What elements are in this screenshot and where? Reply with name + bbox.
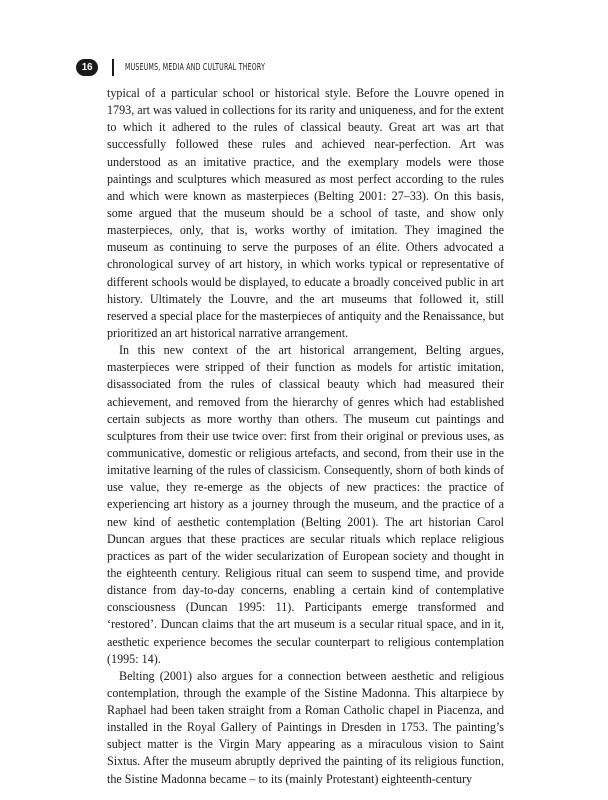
paragraph-2: In this new context of the art historical arrangement, Belting argues, masterpieces were stripped of their function as models for artistic imitation, disassociated from the rules of classical beauty which had measured their achievement, and removed from the hierarchy of genres which had established certain subjects as more worthy than others. The museum cut paintings and sculptures from their use twice over: first from their original or previous uses, as communicative, domestic or religious artefacts, and second, from their use in the imitative learning of the rules of classicism. Consequently, shorn of both kinds of use value, they re-emerge as the objects of new practices: the practice of experiencing art history as a journey through the museum, and the practice of a new kind of aesthetic contemplation (Belting 2001). The art historian Carol Duncan argues that these practices are secular rituals which replace religious practices as part of the wider secularization of European society and thought in the eighteenth century. Religious ritual can seem to suspend time, and provide distance from day-to-day concerns, enabling a certain kind of contemplative consciousness (Duncan 1995: 11). Participants emerge transformed and ‘restored’. Duncan claims that the art museum is a secular ritual space, and in it, aesthetic experience becomes the secular counterpart to religious contemplation (1995: 14). (107, 343, 504, 666)
running-header (76, 57, 351, 77)
running-head-title: MUSEUMS, MEDIA AND CULTURAL THEORY (125, 61, 266, 73)
body-text (107, 85, 504, 788)
paragraph-3: Belting (2001) also argues for a connection between aesthetic and religious contemplation, through the example of the Sistine Madonna. This altarpiece by Raphael had been taken straight from a Roman Catholic chapel in Piacenza, and installed in the Royal Gallery of Paintings in Dresden in 1753. The painting’s subject matter is the Virgin Mary appearing as a miraculous vision to Saint Sixtus. After the museum abruptly deprived the painting of its religious function, the Sistine Madonna became – to its (mainly Protestant) eighteenth-century (107, 668, 504, 786)
paragraph-1: typical of a particular school or historical style. Before the Louvre opened in 1793, art was valued in collections for its rarity and uniqueness, and for the extent to which it adhered to the rules of classical beauty. Great art was art that successfully followed these rules and achieved near-perfection. Art was understood as an imitative practice, and the exemplary models were those paintings and sculptures which measured as most perfect according to the rules and which were known as masterpieces (Belting 2001: 27–33). On this basis, some argued that the museum should be a school of taste, and show only masterpieces, only, that is, works worthy of imitation. They imagined the museum as continuing to serve the purposes of an élite. Others advocated a chronological survey of art history, in which works typical or representative of different schools would be displayed, to educate a broadly conceived public in art history. Ultimately the Louvre, and the art museums that followed it, still reserved a special place for the masterpieces of antiquity and the Renaissance, but prioritized an art historical narrative arrangement. (107, 86, 504, 340)
page-number: 16 (76, 59, 98, 76)
header-divider (112, 59, 114, 76)
